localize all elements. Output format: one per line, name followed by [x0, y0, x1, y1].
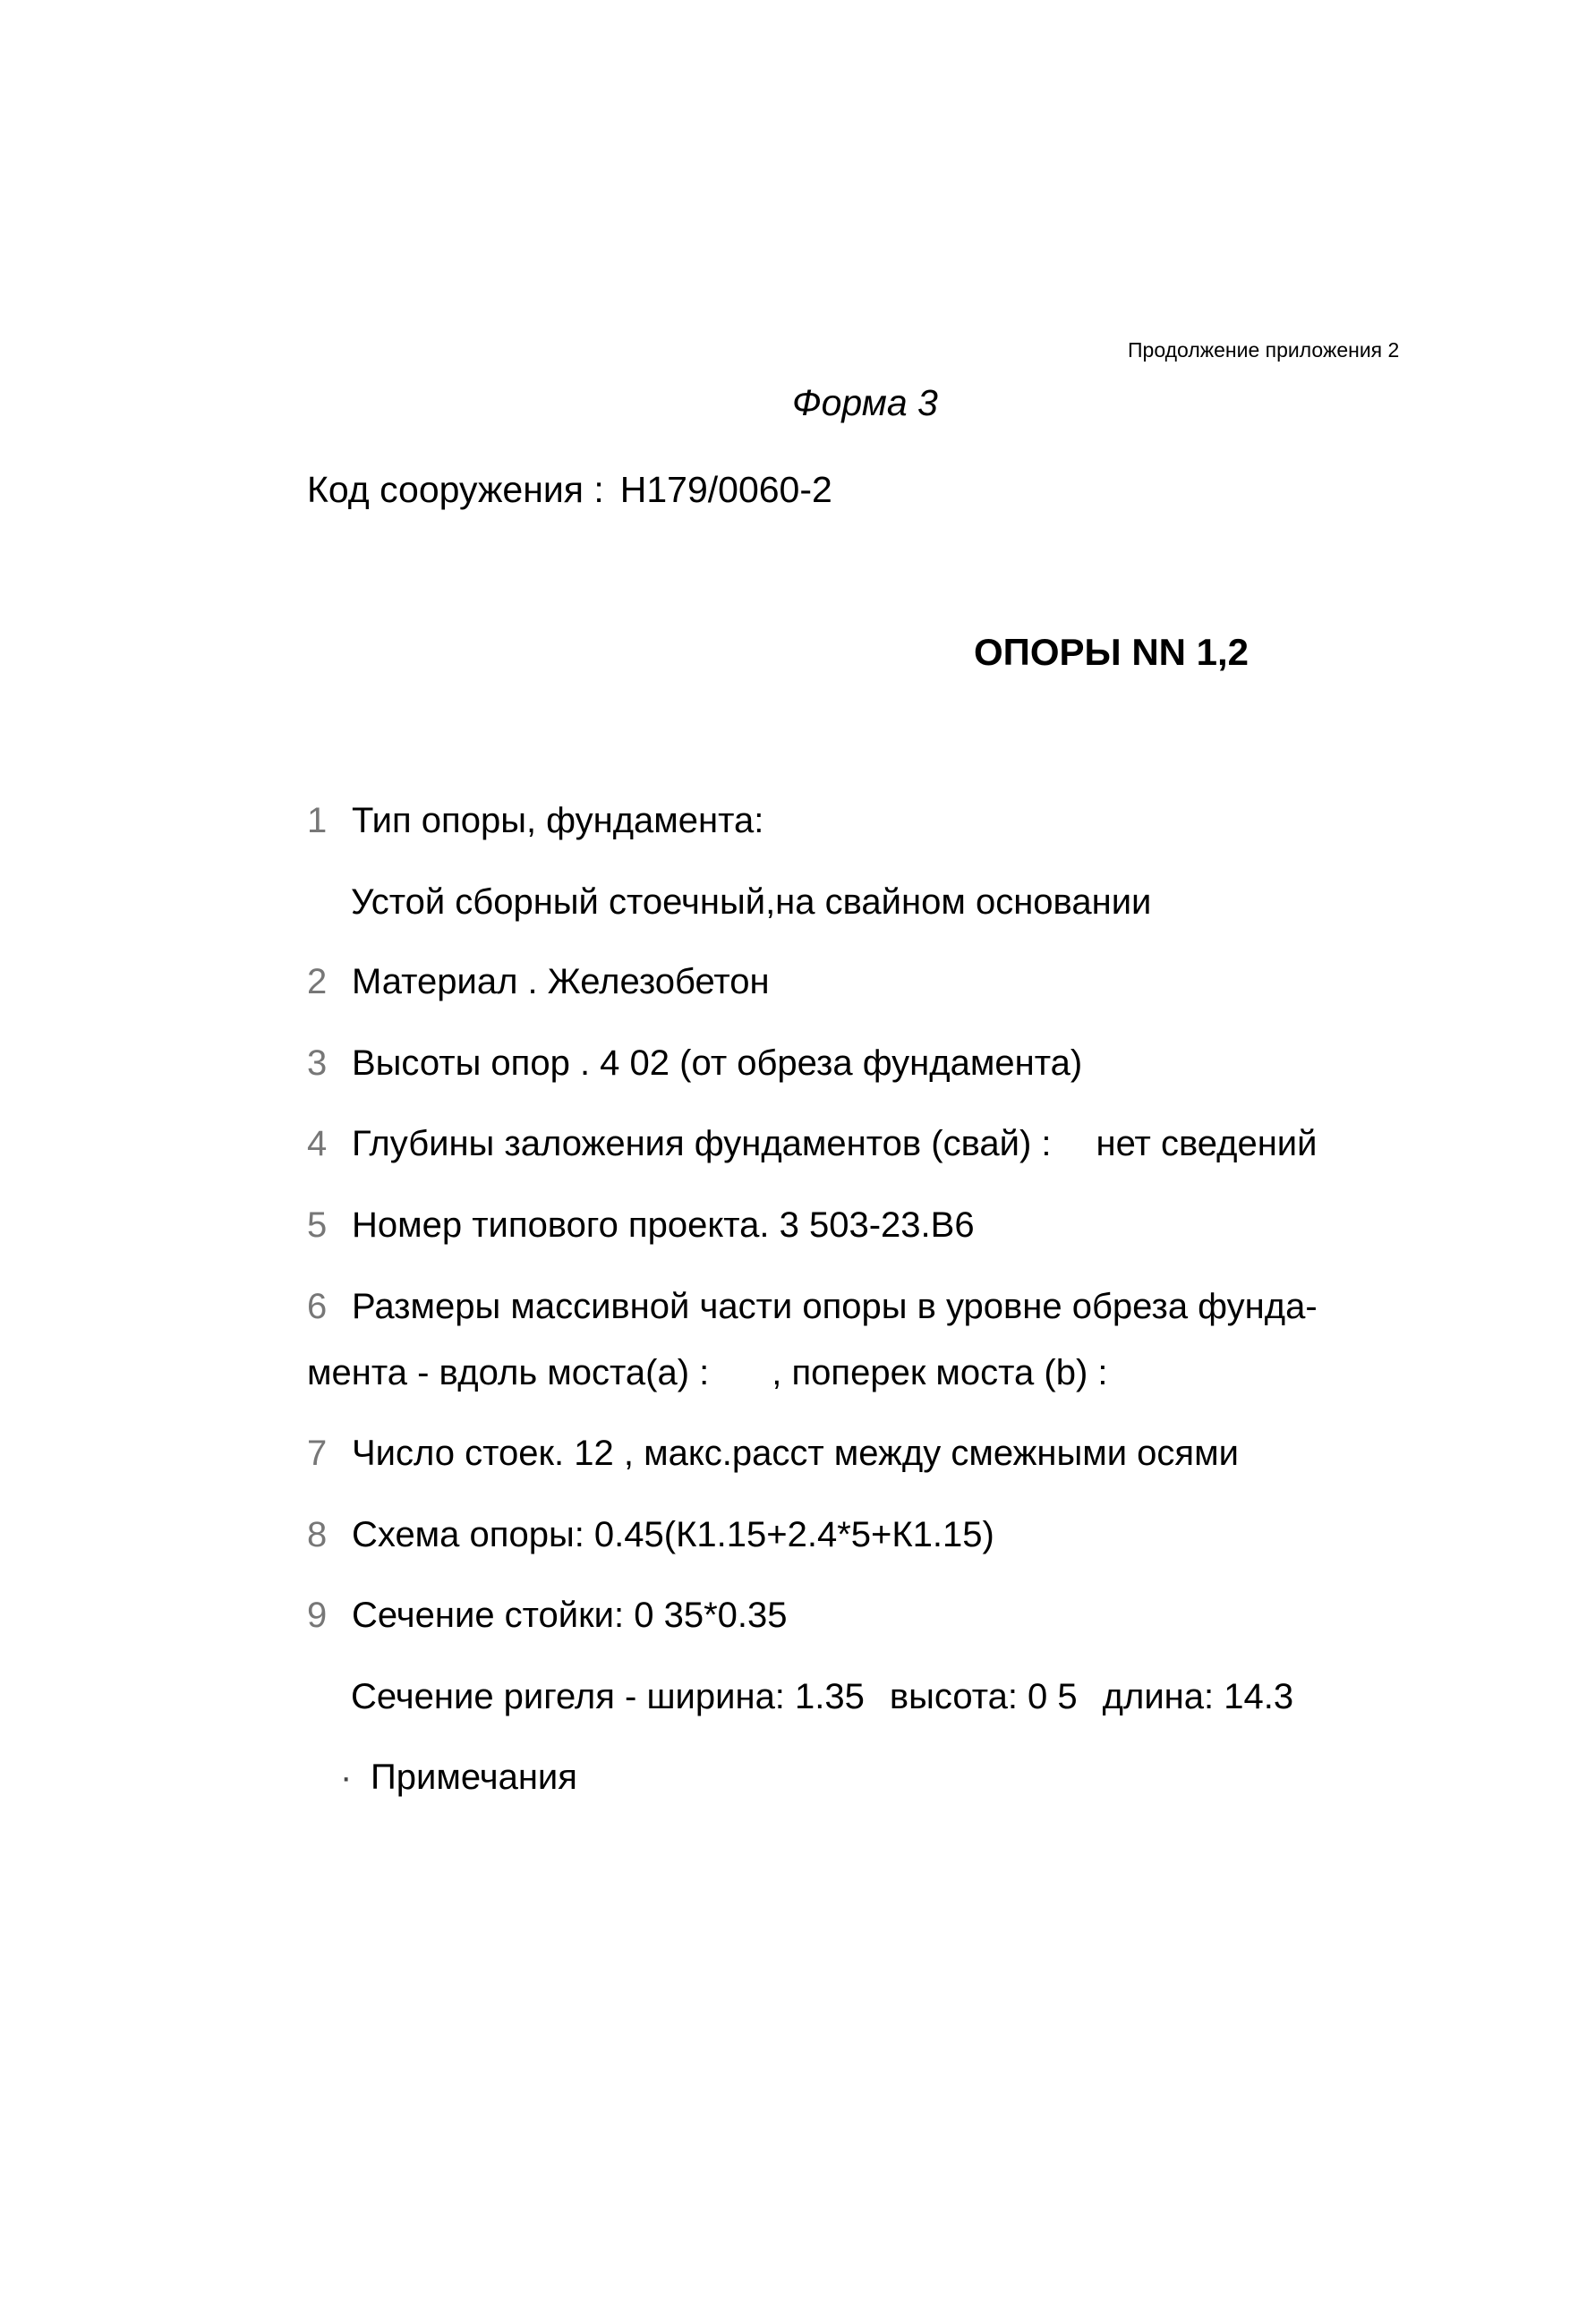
item-7-columns [307, 1435, 1239, 1471]
item-4-foundation-depth [307, 1126, 1318, 1162]
item-9-rigel-section [351, 1679, 1293, 1715]
item-6-dimensions [307, 1289, 1318, 1324]
item-number: 7 [307, 1434, 328, 1473]
item-number: 4 [307, 1124, 328, 1163]
structure-code-line [307, 469, 832, 510]
item-label: Тип опоры, фундамента: [352, 801, 764, 840]
item-1-support-type [307, 803, 763, 839]
item-2-material [307, 964, 770, 1000]
item-label: Сечение стойки: 0 35*0.35 [352, 1596, 788, 1635]
item-1-value: Устой сборный стоечный,на свайном основании [351, 882, 1152, 922]
item-label: Число стоек. 12 , макс.расст между смежными осями [352, 1434, 1239, 1473]
item-number: 1 [307, 801, 328, 840]
rigel-width: Сечение ригеля - ширина: 1.35 [351, 1677, 865, 1716]
section-title: ОПОРЫ NN 1,2 [974, 631, 1250, 673]
item-value: нет сведений [1096, 1124, 1318, 1163]
dimension-along: мента - вдоль моста(а) : [307, 1353, 710, 1392]
form-title: Форма 3 [792, 382, 938, 423]
item-number: 9 [307, 1596, 328, 1635]
item-number: 6 [307, 1287, 328, 1326]
item-label: Материал . Железобетон [352, 962, 770, 1001]
structure-code-value: Н179/0060-2 [619, 469, 832, 510]
item-label: Размеры массивной части опоры в уровне обреза фунда- [352, 1287, 1318, 1326]
item-3-heights [307, 1045, 1082, 1081]
item-label: Номер типового проекта. 3 503-23.В6 [352, 1205, 975, 1245]
rigel-length: длина: 14.3 [1102, 1677, 1294, 1716]
rigel-height: высота: 0 5 [889, 1677, 1078, 1716]
continuation-note: Продолжение приложения 2 [1128, 338, 1400, 362]
notes-label: Примечания [371, 1758, 577, 1797]
item-5-project-number [307, 1207, 975, 1243]
dimension-across: , поперек моста (b) : [772, 1353, 1108, 1392]
item-label: Схема опоры: 0.45(К1.15+2.4*5+К1.15) [352, 1515, 994, 1554]
item-number: 3 [307, 1043, 328, 1083]
item-6-dimensions-line2 [307, 1355, 1108, 1391]
item-number: 2 [307, 962, 328, 1001]
item-9-column-section [307, 1597, 787, 1633]
structure-code-label: Код сооружения : [307, 469, 604, 510]
item-number: 8 [307, 1515, 328, 1554]
item-label: Высоты опор . 4 02 (от обреза фундамента) [352, 1043, 1083, 1083]
item-8-scheme [307, 1517, 994, 1553]
item-number: 5 [307, 1205, 328, 1245]
item-number: · [340, 1758, 353, 1797]
notes-line [340, 1759, 577, 1795]
item-label: Глубины заложения фундаментов (свай) : [352, 1124, 1052, 1163]
